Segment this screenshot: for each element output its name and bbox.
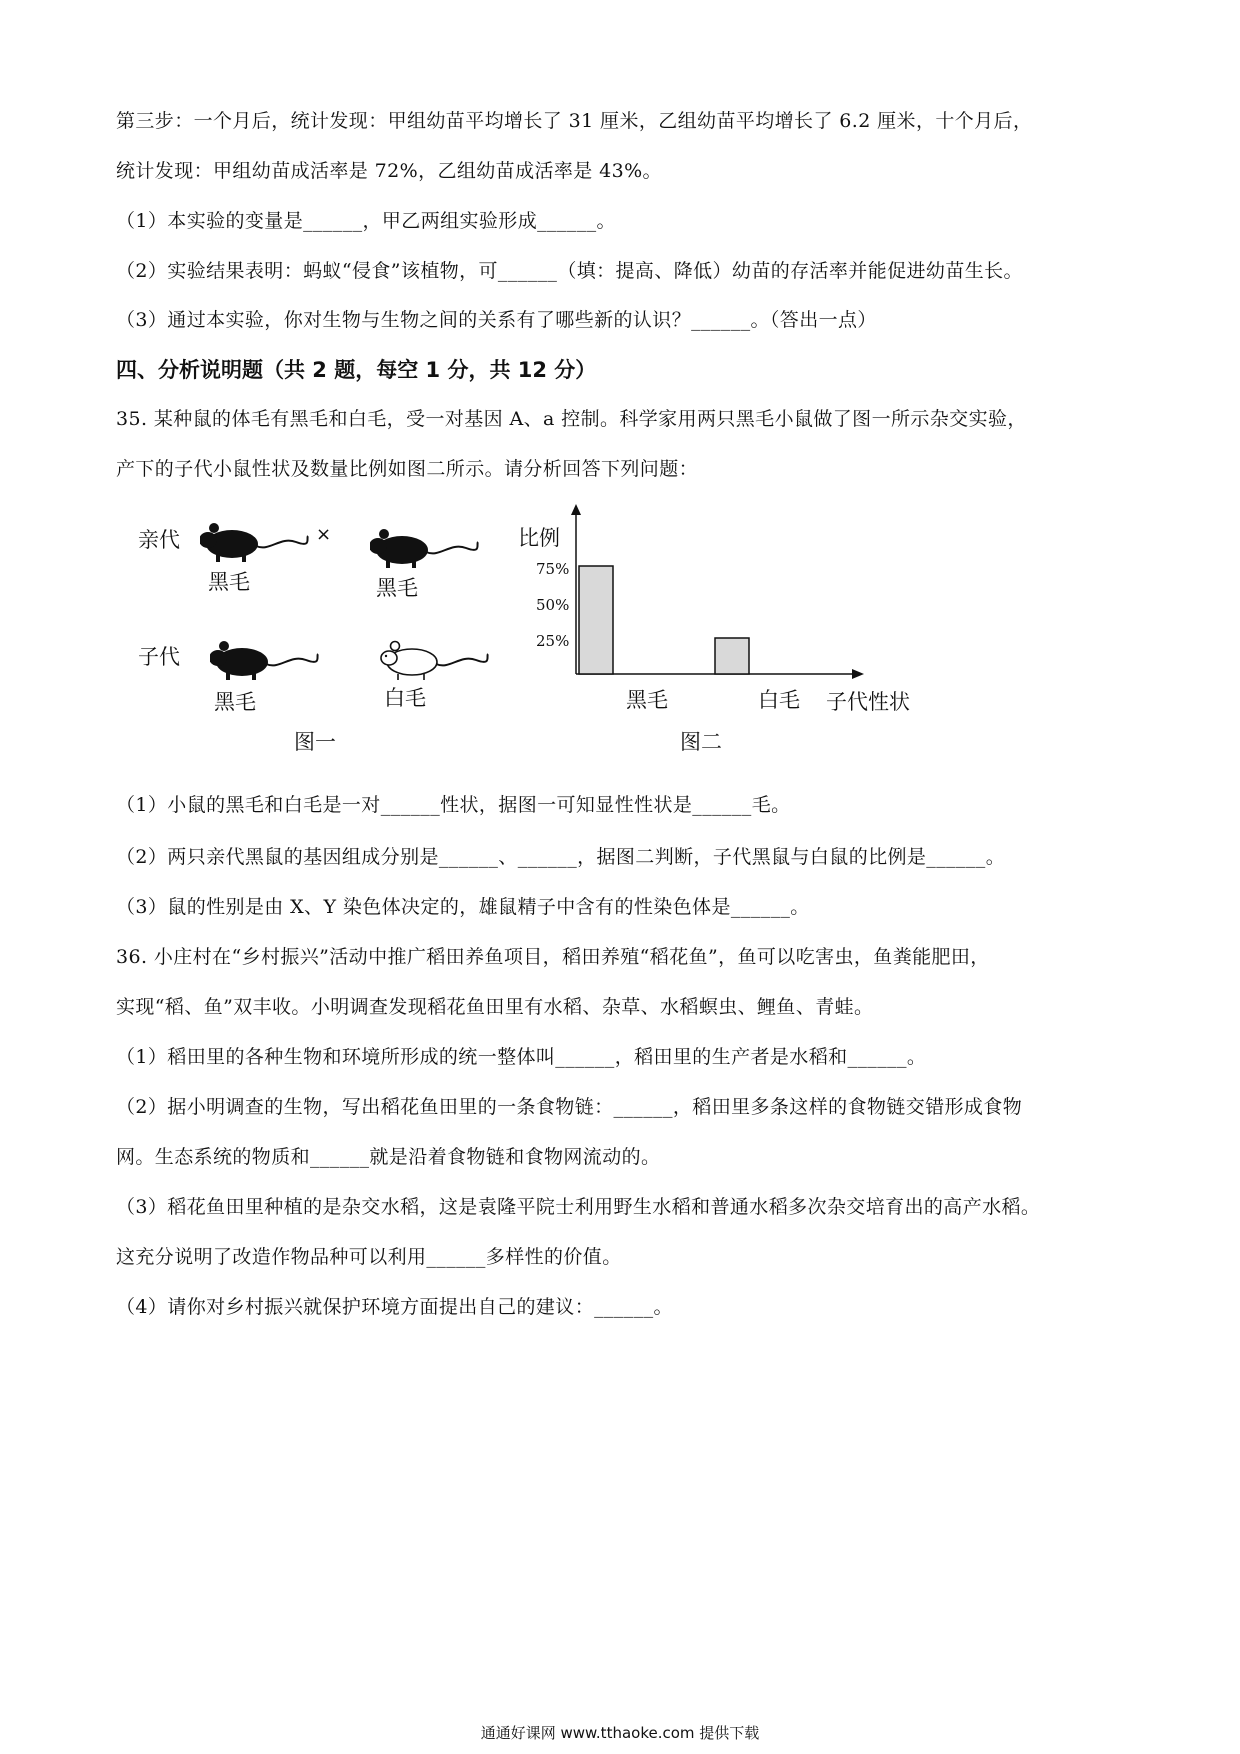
bar-white-fur (715, 638, 749, 674)
q35-sub-1: （1）小鼠的黑毛和白毛是一对______性状，据图一可知显性性状是______毛。 (116, 794, 791, 816)
q36-sub-3b: 这充分说明了改造作物品种可以利用______多样性的价值。 (116, 1246, 622, 1268)
offspring-label: 子代 (138, 645, 180, 669)
y-tick-label: 75% (536, 560, 570, 578)
offspring-b-label: 白毛 (384, 686, 426, 710)
y-axis-arrow (571, 504, 581, 515)
bar-chart (530, 498, 910, 688)
step-three-line-2: 统计发现：甲组幼苗成活率是 72%，乙组幼苗成活率是 43%。 (116, 160, 662, 182)
x-category-label: 黑毛 (626, 688, 668, 712)
y-tick-label: 25% (536, 632, 570, 650)
x-category-label: 白毛 (758, 688, 800, 712)
q35-stem-2: 产下的子代小鼠性状及数量比例如图二所示。请分析回答下列问题： (116, 458, 699, 480)
section-heading: 四、分析说明题（共 2 题，每空 1 分，共 12 分） (116, 358, 597, 382)
figure-two-caption: 图二 (680, 730, 722, 754)
x-axis-arrow (852, 669, 864, 679)
offspring-a-label: 黑毛 (214, 690, 256, 714)
q36-sub-2a: （2）据小明调查的生物，写出稻花鱼田里的一条食物链：______，稻田里多条这样的食物链交错形成食物 (116, 1096, 1023, 1118)
q35-sub-2: （2）两只亲代黑鼠的基因组成分别是______、______，据图二判断，子代黑鼠与白鼠的比例是______。 (116, 846, 1006, 868)
cross-sign: × (316, 524, 332, 545)
step-three-line-1: 第三步：一个月后，统计发现：甲组幼苗平均增长了 31 厘米，乙组幼苗平均增长了 6.2 厘米，十个月后， (116, 110, 1033, 132)
figure-one-caption: 图一 (294, 730, 336, 754)
black-mouse-icon (200, 516, 310, 564)
footer-text: 通通好课网 www.tthaoke.com 提供下载 (480, 1724, 760, 1742)
q34-sub-1: （1）本实验的变量是______，甲乙两组实验形成______。 (116, 210, 616, 232)
x-axis-label: 子代性状 (826, 690, 910, 714)
q34-sub-2: （2）实验结果表明：蚂蚁“侵食”该植物，可______（填：提高、降低）幼苗的存活率并能促进幼苗生长。 (116, 260, 1023, 282)
parent-label: 亲代 (138, 528, 180, 552)
q36-sub-2b: 网。生态系统的物质和______就是沿着食物链和食物网流动的。 (116, 1146, 661, 1168)
black-mouse-icon (370, 522, 480, 570)
white-mouse-icon (380, 634, 490, 682)
parent-a-label: 黑毛 (208, 570, 250, 594)
q36-sub-1: （1）稻田里的各种生物和环境所形成的统一整体叫______，稻田里的生产者是水稻和______。 (116, 1046, 927, 1068)
bar-black-fur (579, 566, 613, 674)
parent-b-label: 黑毛 (376, 576, 418, 600)
black-mouse-icon (210, 634, 320, 682)
q35-stem-1: 35. 某种鼠的体毛有黑毛和白毛，受一对基因 A、a 控制。科学家用两只黑毛小鼠做了图一所示杂交实验， (116, 408, 1027, 430)
y-axis-label: 比例 (518, 526, 560, 550)
q35-sub-3: （3）鼠的性别是由 X、Y 染色体决定的，雄鼠精子中含有的性染色体是______。 (116, 896, 810, 918)
q36-sub-4: （4）请你对乡村振兴就保护环境方面提出自己的建议：______。 (116, 1296, 673, 1318)
q36-stem-1: 36. 小庄村在“乡村振兴”活动中推广稻田养鱼项目，稻田养殖“稻花鱼”，鱼可以吃害虫，鱼粪能肥田， (116, 946, 990, 968)
q34-sub-3: （3）通过本实验，你对生物与生物之间的关系有了哪些新的认识？______。（答出一点） (116, 309, 877, 331)
y-tick-label: 50% (536, 596, 570, 614)
q36-stem-2: 实现“稻、鱼”双丰收。小明调查发现稻花鱼田里有水稻、杂草、水稻螟虫、鲤鱼、青蛙。 (116, 996, 874, 1018)
q36-sub-3a: （3）稻花鱼田里种植的是杂交水稻，这是袁隆平院士利用野生水稻和普通水稻多次杂交培育出的高产水稻。 (116, 1196, 1041, 1218)
